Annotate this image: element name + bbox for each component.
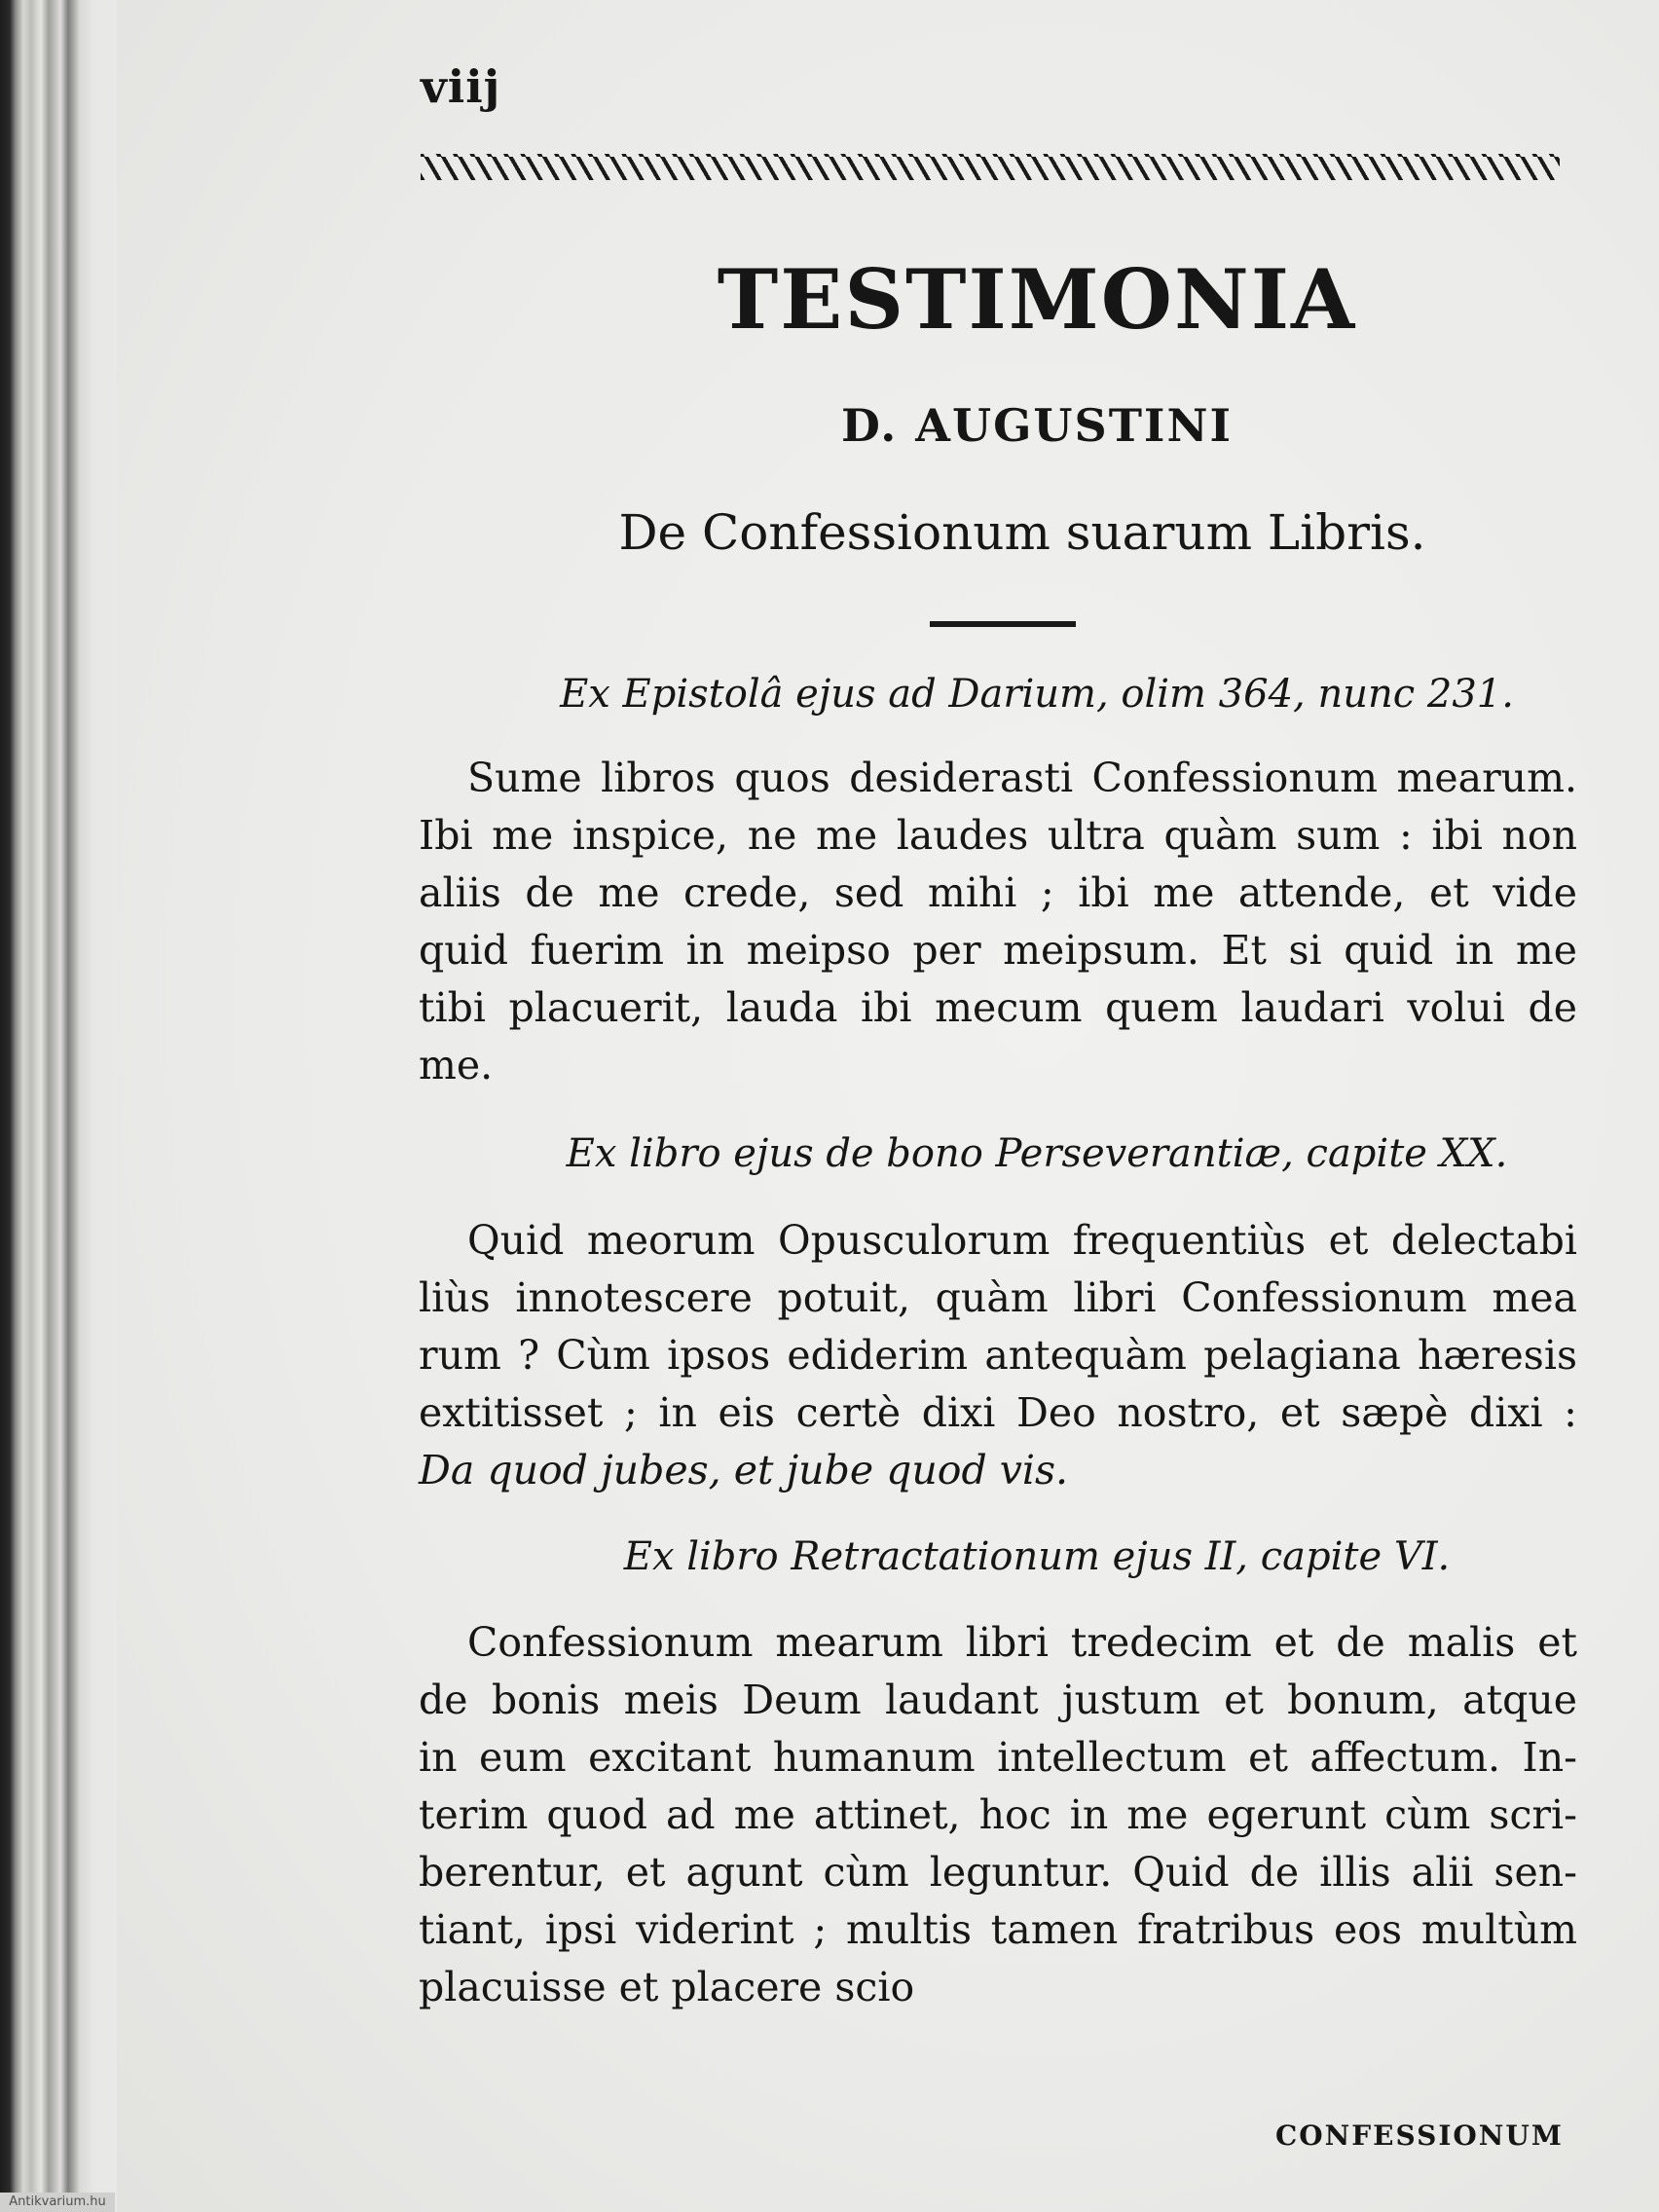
text-line: Sume libros quos desiderasti Confessionum mearum. [467,755,1577,801]
text-line: liùs innotescere potuit, quàm libri Confessionum mea [419,1274,1577,1321]
page-title: TESTIMONIA [717,251,1357,348]
text-line: rum ? Cùm ipsos ediderim antequàm pelagiana hæresis [419,1332,1577,1379]
page-subtitle: D. AUGUSTINI [840,399,1234,452]
source-citation-2: Ex libro ejus de bono Perseverantiæ, capite XX. [566,1131,1508,1176]
text-line: extitisset ; in eis certè dixi Deo nostro, et sæpè dixi : [419,1389,1577,1436]
text-line: Da quod jubes, et jube quod vis. [419,1447,1069,1493]
text-line: berentur, et agunt cùm leguntur. Quid de illis alii sen- [419,1849,1577,1896]
text-line: Ibi me inspice, ne me laudes ultra quàm sum : ibi non [419,812,1577,859]
book-spine [0,0,117,2212]
text-line: Confessionum mearum libri tredecim et de malis et [467,1619,1577,1666]
text-line: quid fuerim in meipso per meipsum. Et si quid in me [419,927,1577,974]
source-citation-3: Ex libro Retractationum ejus II, capite VI. [623,1534,1451,1579]
text-line: tiant, ipsi viderint ; multis tamen fratribus eos multùm [419,1906,1577,1953]
text-line: placuisse et placere scio [419,1964,915,2010]
ornamental-rule [421,154,1560,180]
page-number: viij [421,60,501,113]
paragraph-3 [419,1614,1577,2016]
text-line: me. [419,1042,494,1088]
watermark: Antikvarium.hu [0,2193,115,2212]
catchword: CONFESSIONUM [1275,2120,1564,2152]
text-line: in eum excitant humanum intellectum et affectum. In- [419,1734,1577,1781]
text-line: Quid meorum Opusculorum frequentiùs et delectabi [467,1217,1577,1264]
text-line: aliis de me crede, sed mihi ; ibi me attende, et vide [419,869,1577,916]
source-citation-1: Ex Epistolâ ejus ad Darium, olim 364, nunc 231. [560,672,1514,717]
section-heading: De Confessionum suarum Libris. [618,504,1426,561]
paragraph-2 [419,1212,1577,1499]
text-line: terim quod ad me attinet, hoc in me egerunt cùm scri- [419,1791,1577,1838]
paragraph-1 [419,750,1577,1094]
text-line: tibi placuerit, lauda ibi mecum quem laudari volui de [419,984,1577,1031]
short-rule [930,621,1076,627]
text-line: de bonis meis Deum laudant justum et bonum, atque [419,1677,1577,1723]
